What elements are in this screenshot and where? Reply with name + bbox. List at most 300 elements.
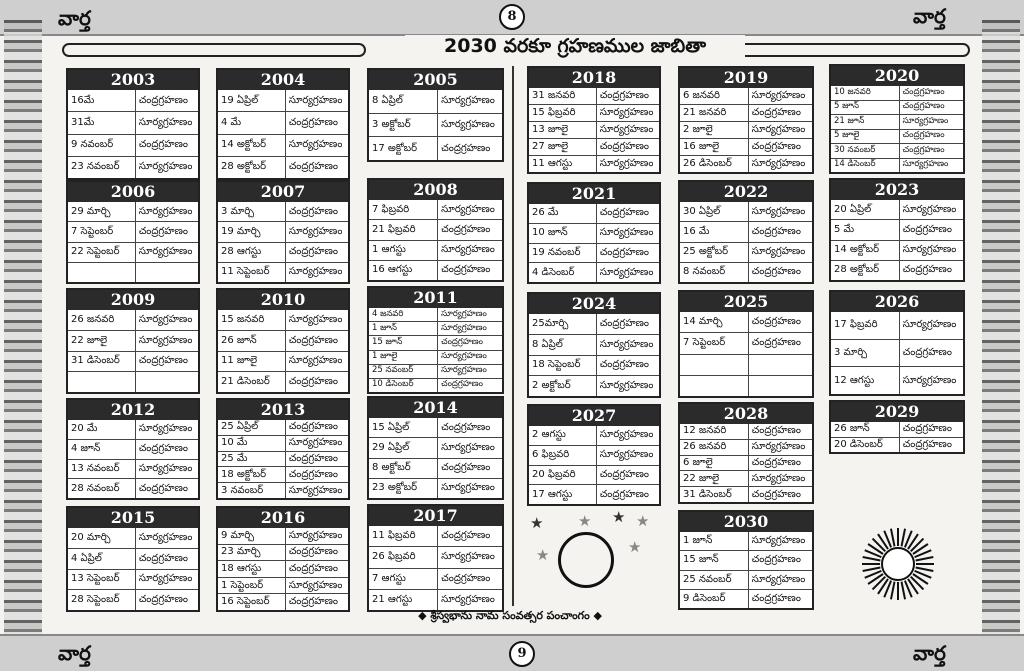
eclipse-date: 30 నవంబర్ xyxy=(831,144,900,158)
eclipse-date: 25 నవంబర్ xyxy=(680,571,749,589)
eclipse-type: చంద్రగ్రహణం xyxy=(441,336,483,347)
eclipse-date: 26 జనవరి xyxy=(680,440,749,455)
eclipse-list xyxy=(369,200,502,280)
eclipse-type: సూర్యగ్రహణం xyxy=(441,308,487,319)
eclipse-type: సూర్యగ్రహణం xyxy=(288,225,343,237)
year-heading: 2022 xyxy=(680,182,812,202)
eclipse-date: 28 సెప్టెంబర్ xyxy=(68,590,136,610)
eclipse-date xyxy=(68,372,136,392)
year-heading: 2026 xyxy=(831,292,963,312)
year-heading: 2021 xyxy=(529,184,659,204)
eclipse-date: 4 డిసెంబర్ xyxy=(529,263,597,282)
center-divider xyxy=(512,66,514,606)
eclipse-row xyxy=(218,310,348,330)
eclipse-row xyxy=(369,136,502,160)
eclipse-type: చంద్రగ్రహణం xyxy=(288,546,338,558)
eclipse-row xyxy=(680,262,812,282)
eclipse-date: 4 ఏప్రిల్ xyxy=(68,549,136,569)
eclipse-list xyxy=(529,314,659,396)
eclipse-row xyxy=(529,314,659,334)
year-table-2019 xyxy=(678,66,814,174)
eclipse-type: సూర్యగ్రహణం xyxy=(138,573,193,585)
eclipse-date: 26 జూన్ xyxy=(831,422,900,437)
eclipse-type: చంద్రగ్రహణం xyxy=(902,438,952,450)
moon-circle-icon xyxy=(558,532,614,588)
eclipse-row xyxy=(831,339,963,367)
eclipse-row xyxy=(369,478,502,498)
eclipse-row xyxy=(68,589,198,610)
eclipse-date: 8 నవంబర్ xyxy=(680,263,749,282)
eclipse-type: చంద్రగ్రహణం xyxy=(441,530,491,542)
eclipse-row xyxy=(529,138,659,155)
eclipse-row xyxy=(680,424,812,439)
eclipse-row xyxy=(68,548,198,569)
eclipse-type: చంద్రగ్రహణం xyxy=(751,554,801,566)
eclipse-date: 9 నవంబర్ xyxy=(68,135,136,156)
year-heading: 2029 xyxy=(831,402,963,422)
eclipse-date: 2 జూలై xyxy=(680,122,749,138)
eclipse-date: 8 ఏప్రిల్ xyxy=(369,90,438,113)
eclipse-type: సూర్యగ్రహణం xyxy=(288,355,343,367)
eclipse-type: సూర్యగ్రహణం xyxy=(441,441,495,453)
year-table-2021 xyxy=(527,182,661,284)
eclipse-row xyxy=(831,312,963,339)
eclipse-date: 16 మే xyxy=(680,222,749,241)
eclipse-date: 13 జూలై xyxy=(529,122,597,138)
eclipse-date: 21 ఆగస్టు xyxy=(369,590,438,610)
eclipse-row xyxy=(680,455,812,471)
eclipse-row xyxy=(529,155,659,172)
eclipse-date: 26 జూన్ xyxy=(218,331,286,351)
eclipse-type: సూర్యగ్రహణం xyxy=(599,227,654,239)
year-heading: 2011 xyxy=(369,288,502,308)
eclipse-type: సూర్యగ్రహణం xyxy=(288,529,343,541)
eclipse-row xyxy=(68,371,198,392)
eclipse-date: 8 అక్టోబర్ xyxy=(369,459,438,478)
eclipse-date: 14 మార్చి xyxy=(680,312,749,332)
year-heading: 2015 xyxy=(68,508,198,528)
year-table-2024 xyxy=(527,292,661,398)
eclipse-type: చంద్రగ్రహణం xyxy=(902,86,945,97)
eclipse-row xyxy=(529,204,659,223)
eclipse-type: చంద్రగ్రహణం xyxy=(902,223,952,235)
eclipse-type: సూర్యగ్రహణం xyxy=(599,429,654,441)
eclipse-type: చంద్రగ్రహణం xyxy=(288,246,338,258)
eclipse-row xyxy=(680,242,812,262)
eclipse-type: సూర్యగ్రహణం xyxy=(599,107,654,118)
eclipse-type: సూర్యగ్రహణం xyxy=(751,90,806,101)
eclipse-row xyxy=(218,156,348,178)
eclipse-type: సూర్యగ్రహణం xyxy=(288,139,343,151)
eclipse-date xyxy=(68,263,136,282)
eclipse-date: 31 డిసెంబర్ xyxy=(680,487,749,502)
eclipse-row xyxy=(680,589,812,608)
eclipse-date: 6 జూలై xyxy=(680,456,749,471)
eclipse-date: 11 ఆగస్టు xyxy=(529,156,597,172)
eclipse-type: సూర్యగ్రహణం xyxy=(902,203,957,215)
eclipse-date: 3 మార్చి xyxy=(218,202,286,221)
eclipse-date: 1 జూన్ xyxy=(369,322,438,335)
eclipse-date: 25 మే xyxy=(218,452,286,467)
eclipse-row xyxy=(369,308,502,321)
eclipse-date: 15 జూన్ xyxy=(680,551,749,569)
star-icon: ★ xyxy=(628,538,642,556)
star-icon: ★ xyxy=(536,546,550,564)
eclipse-type: సూర్యగ్రహణం xyxy=(441,203,495,215)
eclipse-date: 28 అక్టోబర్ xyxy=(831,261,900,280)
eclipse-type: చంద్రగ్రహణం xyxy=(751,456,801,468)
eclipse-row xyxy=(680,138,812,155)
eclipse-row xyxy=(369,90,502,113)
eclipse-type: సూర్యగ్రహణం xyxy=(138,116,193,128)
year-table-2004 xyxy=(216,68,350,180)
eclipse-date: 3 నవంబర్ xyxy=(218,483,286,498)
eclipse-row xyxy=(831,158,963,173)
eclipse-date: 25మార్చి xyxy=(529,314,597,334)
eclipse-date: 16 సెప్టెంబర్ xyxy=(218,594,286,610)
eclipse-date: 22 జూలై xyxy=(680,471,749,486)
year-heading: 2006 xyxy=(68,182,198,202)
year-table-2027 xyxy=(527,404,661,506)
eclipse-row xyxy=(831,366,963,394)
eclipse-type: సూర్యగ్రహణం xyxy=(138,531,193,543)
year-table-2023 xyxy=(829,178,965,282)
eclipse-list xyxy=(680,532,812,608)
eclipse-date: 26 ఫిబ్రవరి xyxy=(369,547,438,567)
eclipse-row xyxy=(831,200,963,219)
eclipse-type: చంద్రగ్రహణం xyxy=(751,488,801,500)
eclipse-type: చంద్రగ్రహణం xyxy=(599,207,649,219)
year-heading: 2028 xyxy=(680,404,812,424)
eclipse-type: చంద్రగ్రహణం xyxy=(138,443,188,455)
eclipse-row xyxy=(68,134,198,156)
eclipse-list xyxy=(68,420,198,498)
year-heading: 2024 xyxy=(529,294,659,314)
eclipse-list xyxy=(218,528,348,610)
year-table-2025 xyxy=(678,290,814,398)
eclipse-type: సూర్యగ్రహణం xyxy=(138,161,193,173)
year-heading: 2020 xyxy=(831,66,963,86)
eclipse-date: 3 అక్టోబర్ xyxy=(369,114,438,137)
year-heading: 2019 xyxy=(680,68,812,88)
year-table-2022 xyxy=(678,180,814,284)
eclipse-row xyxy=(218,528,348,544)
eclipse-row xyxy=(218,466,348,482)
eclipse-date: 7 సెప్టెంబర్ xyxy=(68,222,136,241)
year-heading: 2027 xyxy=(529,406,659,426)
eclipse-type: చంద్రగ్రహణం xyxy=(288,376,338,388)
eclipse-date: 4 జూన్ xyxy=(68,440,136,459)
year-table-2006 xyxy=(66,180,200,284)
title-left-rule xyxy=(62,43,366,57)
footer-caption: ◆ శ్రీస్వభాను నామ సంవత్సర పంచాంగం ◆ xyxy=(418,609,602,622)
eclipse-row xyxy=(218,111,348,133)
eclipse-list xyxy=(68,202,198,282)
eclipse-row xyxy=(680,570,812,589)
eclipse-type: సూర్యగ్రహణం xyxy=(902,319,957,331)
eclipse-row xyxy=(529,334,659,355)
eclipse-date: 16మే xyxy=(68,90,136,111)
eclipse-date: 12 జనవరి xyxy=(680,424,749,439)
year-heading: 2013 xyxy=(218,400,348,420)
eclipse-date: 28 ఆగస్టు xyxy=(218,243,286,262)
eclipse-row xyxy=(218,544,348,561)
eclipse-list xyxy=(529,204,659,282)
eclipse-type: సూర్యగ్రహణం xyxy=(599,158,654,169)
eclipse-row xyxy=(369,350,502,364)
eclipse-date: 20 ఏప్రిల్ xyxy=(831,200,900,219)
eclipse-row xyxy=(68,90,198,111)
eclipse-date: 5 మే xyxy=(831,220,900,239)
eclipse-type: చంద్రగ్రహణం xyxy=(902,144,945,155)
eclipse-row xyxy=(68,262,198,282)
eclipse-date: 16 జూలై xyxy=(680,139,749,155)
year-table-2003 xyxy=(66,68,200,180)
eclipse-date: 1 జూన్ xyxy=(680,532,749,550)
eclipse-date: 8 ఏప్రిల్ xyxy=(529,335,597,355)
eclipse-date: 21 జూన్ xyxy=(831,115,900,129)
right-ornament-border xyxy=(982,20,1020,636)
eclipse-type: చంద్రగ్రహణం xyxy=(441,264,491,276)
eclipse-list xyxy=(831,86,963,172)
year-heading: 2005 xyxy=(369,70,502,90)
eclipse-type: సూర్యగ్రహణం xyxy=(138,462,193,474)
eclipse-row xyxy=(218,577,348,594)
eclipse-type: చంద్రగ్రహణం xyxy=(751,266,801,278)
eclipse-date: 3 మార్చి xyxy=(831,340,900,367)
footer-logo-right: వార్త xyxy=(913,641,946,665)
eclipse-type: సూర్యగ్రహణం xyxy=(751,573,806,585)
eclipse-list xyxy=(369,526,502,610)
eclipse-list xyxy=(831,200,963,280)
eclipse-row xyxy=(68,420,198,439)
eclipse-date: 29 ఏప్రిల్ xyxy=(369,438,438,457)
eclipse-row xyxy=(369,458,502,478)
eclipse-type: చంద్రగ్రహణం xyxy=(902,101,945,112)
eclipse-type: సూర్యగ్రహణం xyxy=(288,94,343,106)
eclipse-type: సూర్యగ్రహణం xyxy=(288,266,343,278)
eclipse-row xyxy=(529,426,659,445)
eclipse-date: 10 డిసెంబర్ xyxy=(369,379,438,392)
eclipse-date: 15 ఏప్రిల్ xyxy=(369,418,438,437)
eclipse-list xyxy=(529,88,659,172)
eclipse-type: సూర్యగ్రహణం xyxy=(441,593,495,605)
year-heading: 2016 xyxy=(218,508,348,528)
eclipse-type: చంద్రగ్రహణం xyxy=(441,421,491,433)
eclipse-type: సూర్యగ్రహణం xyxy=(138,313,193,325)
eclipse-date: 20 మే xyxy=(68,420,136,439)
year-heading: 2025 xyxy=(680,292,812,312)
year-table-2005 xyxy=(367,68,504,162)
eclipse-date: 1 జూలై xyxy=(369,351,438,364)
year-table-2020 xyxy=(829,64,965,174)
eclipse-date: 21 జనవరి xyxy=(680,105,749,121)
eclipse-type: సూర్యగ్రహణం xyxy=(441,119,495,130)
eclipse-type: సూర్యగ్రహణం xyxy=(751,246,806,258)
eclipse-date: 9 డిసెంబర్ xyxy=(680,590,749,608)
eclipse-date xyxy=(680,376,749,396)
eclipse-row xyxy=(831,219,963,239)
eclipse-date: 18 అక్టోబర్ xyxy=(218,467,286,482)
eclipse-date: 10 జనవరి xyxy=(831,86,900,100)
eclipse-date: 17 ఫిబ్రవరి xyxy=(831,312,900,339)
eclipse-row xyxy=(680,312,812,332)
eclipse-list xyxy=(529,426,659,504)
eclipse-row xyxy=(831,240,963,260)
eclipse-type: సూర్యగ్రహణం xyxy=(902,244,957,256)
eclipse-row xyxy=(369,418,502,437)
eclipse-type: చంద్రగ్రహణం xyxy=(288,468,338,480)
year-table-2012 xyxy=(66,398,200,500)
eclipse-row xyxy=(680,375,812,396)
header-logo-right: వార్త xyxy=(913,4,946,28)
eclipse-row xyxy=(369,200,502,219)
eclipse-type: సూర్యగ్రహణం xyxy=(288,313,343,325)
eclipse-list xyxy=(218,420,348,498)
eclipse-date: 6 జనవరి xyxy=(680,88,749,104)
eclipse-date: 9 మార్చి xyxy=(218,528,286,544)
year-table-2016 xyxy=(216,506,350,612)
year-table-2011 xyxy=(367,286,504,394)
eclipse-type: సూర్యగ్రహణం xyxy=(138,423,193,435)
eclipse-row xyxy=(68,439,198,459)
eclipse-row xyxy=(831,100,963,115)
eclipse-row xyxy=(68,351,198,372)
year-table-2008 xyxy=(367,178,504,282)
eclipse-type: చంద్రగ్రహణం xyxy=(599,488,649,500)
eclipse-row xyxy=(529,484,659,504)
eclipse-type: సూర్యగ్రహణం xyxy=(902,374,957,386)
eclipse-list xyxy=(831,422,963,452)
page-title: 2030 వరకూ గ్రహణముల జాబితా xyxy=(405,35,745,62)
eclipse-date: 11 సెప్టెంబర్ xyxy=(218,263,286,282)
eclipse-row xyxy=(831,260,963,280)
eclipse-date: 2 అక్టోబర్ xyxy=(529,376,597,396)
eclipse-date: 10 మే xyxy=(218,436,286,451)
eclipse-type: చంద్రగ్రహణం xyxy=(441,462,491,474)
eclipse-row xyxy=(369,335,502,349)
eclipse-type: సూర్యగ్రహణం xyxy=(288,437,343,449)
star-icon: ★ xyxy=(578,512,592,530)
eclipse-date: 12 ఆగస్టు xyxy=(831,367,900,394)
eclipse-row xyxy=(68,221,198,241)
eclipse-row xyxy=(369,240,502,260)
eclipse-date: 23 అక్టోబర్ xyxy=(369,479,438,498)
eclipse-date: 7 ఆగస్టు xyxy=(369,569,438,589)
eclipse-date: 26 మే xyxy=(529,204,597,223)
eclipse-type: చంద్రగ్రహణం xyxy=(441,572,491,584)
eclipse-type: చంద్రగ్రహణం xyxy=(288,596,338,608)
eclipse-row xyxy=(529,465,659,485)
year-heading: 2010 xyxy=(218,290,348,310)
eclipse-list xyxy=(68,528,198,610)
eclipse-row xyxy=(218,351,348,372)
eclipse-type: చంద్రగ్రహణం xyxy=(288,421,338,433)
eclipse-row xyxy=(218,482,348,498)
eclipse-row xyxy=(680,104,812,121)
eclipse-row xyxy=(831,143,963,158)
eclipse-row xyxy=(68,156,198,178)
eclipse-type: సూర్యగ్రహణం xyxy=(751,441,806,453)
eclipse-date: 16 ఆగస్టు xyxy=(369,261,438,280)
eclipse-date: 20 ఫిబ్రవరి xyxy=(529,466,597,485)
year-table-2029 xyxy=(829,400,965,454)
eclipse-date: 25 నవంబర్ xyxy=(369,365,438,378)
eclipse-row xyxy=(529,375,659,396)
sun-icon xyxy=(858,524,938,604)
eclipse-date: 6 ఫిబ్రవరి xyxy=(529,446,597,465)
eclipse-date: 2 ఆగస్టు xyxy=(529,426,597,445)
eclipse-date: 26 డిసెంబర్ xyxy=(680,156,749,172)
eclipse-type: చంద్రగ్రహణం xyxy=(902,423,952,435)
eclipse-type: చంద్రగ్రహణం xyxy=(599,317,649,329)
eclipse-row xyxy=(218,435,348,451)
eclipse-row xyxy=(529,223,659,243)
eclipse-row xyxy=(218,90,348,111)
eclipse-type: చంద్రగ్రహణం xyxy=(441,379,483,390)
year-heading: 2008 xyxy=(369,180,502,200)
eclipse-row xyxy=(68,478,198,498)
year-heading: 2017 xyxy=(369,506,502,526)
year-heading: 2007 xyxy=(218,182,348,202)
star-icon: ★ xyxy=(612,508,626,526)
eclipse-type: చంద్రగ్రహణం xyxy=(599,468,649,480)
eclipse-row xyxy=(680,550,812,569)
eclipse-type: చంద్రగ్రహణం xyxy=(599,141,649,152)
eclipse-date: 28 నవంబర్ xyxy=(68,479,136,498)
eclipse-row xyxy=(218,560,348,577)
eclipse-date: 13 నవంబర్ xyxy=(68,460,136,479)
eclipse-list xyxy=(68,90,198,178)
eclipse-row xyxy=(680,486,812,502)
eclipse-list xyxy=(369,308,502,392)
year-table-2030 xyxy=(678,510,814,610)
eclipse-date: 7 ఫిబ్రవరి xyxy=(369,200,438,219)
eclipse-row xyxy=(680,332,812,353)
eclipse-row xyxy=(218,242,348,262)
eclipse-type: చంద్రగ్రహణం xyxy=(138,94,188,106)
year-heading: 2014 xyxy=(369,398,502,418)
eclipse-date: 4 జనవరి xyxy=(369,308,438,321)
eclipse-row xyxy=(369,321,502,335)
header-logo-left: వార్త xyxy=(58,6,91,30)
eclipse-type: సూర్యగ్రహణం xyxy=(751,158,806,169)
eclipse-list xyxy=(680,202,812,282)
eclipse-date xyxy=(680,355,749,375)
eclipse-type: చంద్రగ్రహణం xyxy=(288,116,338,128)
year-table-2014 xyxy=(367,396,504,500)
eclipse-date: 18 ఆగస్టు xyxy=(218,561,286,577)
eclipse-date: 17 అక్టోబర్ xyxy=(369,137,438,160)
eclipse-date: 11 ఫిబ్రవరి xyxy=(369,526,438,546)
eclipse-row xyxy=(831,129,963,144)
eclipse-row xyxy=(369,546,502,567)
eclipse-date: 25 అక్టోబర్ xyxy=(680,243,749,262)
eclipse-type: సూర్యగ్రహణం xyxy=(441,551,495,563)
footer-bar xyxy=(0,634,1024,671)
year-table-2018 xyxy=(527,66,661,174)
year-heading: 2003 xyxy=(68,70,198,90)
eclipse-type: సూర్యగ్రహణం xyxy=(441,482,495,494)
eclipse-date: 23 నవంబర్ xyxy=(68,157,136,178)
eclipse-type: చంద్రగ్రహణం xyxy=(599,246,649,258)
eclipse-date: 19 నవంబర్ xyxy=(529,244,597,263)
eclipse-row xyxy=(218,420,348,435)
eclipse-date: 19 మార్చి xyxy=(218,222,286,241)
eclipse-date: 11 జూలై xyxy=(218,352,286,372)
eclipse-row xyxy=(680,532,812,550)
eclipse-list xyxy=(831,312,963,394)
